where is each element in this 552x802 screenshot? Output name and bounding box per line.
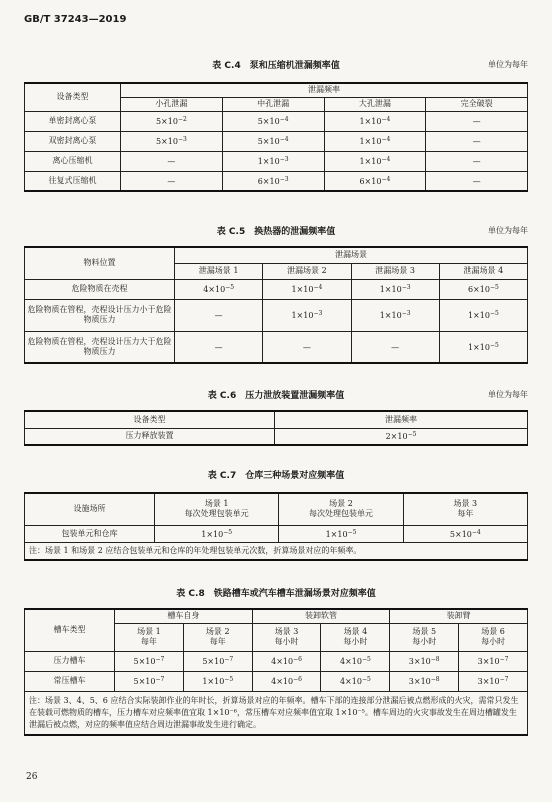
cell-value: $1\times 10^{-3}$ (351, 299, 439, 331)
cell-value: $5\times 10^{-7}$ (183, 651, 252, 671)
cell-value: $1\times 10^{-4}$ (324, 111, 426, 131)
cell-value: $1\times 10^{-5}$ (183, 671, 252, 691)
cell-value: $1\times 10^{-4}$ (324, 151, 426, 171)
table-c6 (24, 410, 528, 446)
table-c4-unit: 单位为每年 (488, 60, 528, 69)
table-row (25, 428, 528, 445)
table-row (25, 131, 528, 151)
cell-value: $1\times 10^{-4}$ (324, 131, 426, 151)
table-c5-col-header: 泄漏场景 3 (351, 263, 439, 279)
cell-value: $5\times 10^{-7}$ (115, 671, 184, 691)
cell-value: $1\times 10^{-3}$ (351, 279, 439, 299)
table-row (25, 331, 528, 363)
row-label: 压力释放装置 (25, 428, 275, 445)
table-c8-group-header: 装卸软管 (252, 609, 390, 623)
table-c4-caption (24, 58, 528, 72)
cell-value: $5\times 10^{-3}$ (121, 131, 223, 151)
table-c8-col-header: 场景 1 每年 (115, 623, 184, 651)
row-label: 双密封离心泵 (25, 131, 121, 151)
row-label: 包装单元和仓库 (25, 525, 155, 542)
table-c7-caption (24, 468, 528, 482)
cell-value: $4\times 10^{-5}$ (321, 671, 390, 691)
cell-value: — (263, 331, 351, 363)
table-c8-caption (24, 586, 528, 600)
cell-value: — (426, 111, 528, 131)
cell-value: — (121, 151, 223, 171)
table-row (25, 671, 528, 691)
table-c7-col-header: 场景 1 每次处理包装单元 (155, 493, 279, 525)
table-row (25, 299, 528, 331)
cell-value: $4\times 10^{-6}$ (252, 651, 321, 671)
row-label: 常压槽车 (25, 671, 115, 691)
cell-value: $4\times 10^{-5}$ (321, 651, 390, 671)
row-label: 压力槽车 (25, 651, 115, 671)
table-c4-col-header: 完全破裂 (426, 97, 528, 111)
page-number: 26 (26, 772, 38, 782)
table-row (25, 651, 528, 671)
table-c8-header-type: 槽车类型 (25, 609, 115, 651)
cell-value: $1\times 10^{-5}$ (439, 331, 527, 363)
cell-value: $3\times 10^{-7}$ (459, 651, 528, 671)
row-label: 危险物质在管程，壳程设计压力小于危险物质压力 (25, 299, 175, 331)
table-row (25, 525, 528, 542)
table-c8-group-header: 装卸臂 (390, 609, 528, 623)
row-label: 危险物质在管程，壳程设计压力大于危险物质压力 (25, 331, 175, 363)
row-label: 单密封离心泵 (25, 111, 121, 131)
table-c4 (24, 82, 528, 192)
table-c7-col-header: 场景 2 每次处理包装单元 (279, 493, 403, 525)
cell-value: $3\times 10^{-8}$ (390, 671, 459, 691)
table-c7-header-facility: 设施场所 (25, 493, 155, 525)
cell-value: $5\times 10^{-7}$ (115, 651, 184, 671)
table-c7-col-header: 场景 3 每年 (403, 493, 527, 525)
table-row (25, 151, 528, 171)
cell-value: $5\times 10^{-4}$ (222, 111, 324, 131)
cell-value: $4\times 10^{-6}$ (252, 671, 321, 691)
cell-value: — (175, 331, 263, 363)
cell-value: $1\times 10^{-3}$ (222, 151, 324, 171)
cell-value: $2\times 10^{-5}$ (275, 428, 528, 445)
table-c8-col-header: 场景 3 每小时 (252, 623, 321, 651)
table-c7-note: 注：场景 1 和场景 2 应结合包装单元和仓库的年处理包装单元次数，折算场景对应的年频率。 (25, 542, 528, 560)
table-c5-col-header: 泄漏场景 4 (439, 263, 527, 279)
table-c4-col-header: 大孔泄漏 (324, 97, 426, 111)
cell-value: — (175, 299, 263, 331)
table-c6-unit: 单位为每年 (488, 390, 528, 399)
cell-value: — (351, 331, 439, 363)
table-c8-col-header: 场景 5 每小时 (390, 623, 459, 651)
cell-value: $4\times 10^{-5}$ (175, 279, 263, 299)
table-c5-unit: 单位为每年 (488, 226, 528, 235)
cell-value: $5\times 10^{-4}$ (222, 131, 324, 151)
table-c5 (24, 246, 528, 364)
cell-value: $1\times 10^{-3}$ (263, 299, 351, 331)
table-c8-col-header: 场景 4 每小时 (321, 623, 390, 651)
cell-value: — (121, 171, 223, 191)
cell-value: $1\times 10^{-5}$ (155, 525, 279, 542)
table-c5-title: 表 C.5 换热器的泄漏频率值 (216, 227, 336, 237)
table-c8-group-header: 槽车自身 (115, 609, 253, 623)
table-c5-header-position: 物料位置 (25, 247, 175, 279)
row-label: 危险物质在壳程 (25, 279, 175, 299)
table-row (25, 111, 528, 131)
row-label: 往复式压缩机 (25, 171, 121, 191)
table-c4-title: 表 C.4 泵和压缩机泄漏频率值 (212, 61, 340, 71)
cell-value: — (426, 151, 528, 171)
table-c6-title: 表 C.6 压力泄放装置泄漏频率值 (207, 391, 345, 401)
table-c5-col-header: 泄漏场景 2 (263, 263, 351, 279)
table-c8 (24, 608, 528, 736)
table-c4-header-device: 设备类型 (25, 83, 121, 111)
table-c5-caption (24, 224, 528, 238)
cell-value: $6\times 10^{-3}$ (222, 171, 324, 191)
standard-number: GB/T 37243—2019 (24, 14, 127, 25)
table-c6-caption (24, 388, 528, 402)
cell-value: $6\times 10^{-4}$ (324, 171, 426, 191)
table-c4-header-leak: 泄漏频率 (121, 83, 528, 97)
table-c8-note: 注：场景 3、4、5、6 应结合实际装卸作业的年时长，折算场景对应的年频率。槽车下部的连接部分泄漏后被点燃形成的火灾，需常只发生在装载可燃物质的槽车，压力槽车对应频率值宜取 1×10⁻⁶，常压槽车对应频率值宜取 1×10⁻⁵。槽车周边的火灾事故发生在周边槽罐发生泄漏后被点燃，对应的频率值应结合周边泄漏事故发生进行确定。 (25, 691, 528, 735)
table-c6-header-device: 设备类型 (25, 411, 275, 428)
table-c7 (24, 492, 528, 561)
cell-value: — (426, 131, 528, 151)
cell-value: $5\times 10^{-2}$ (121, 111, 223, 131)
table-c7-title: 表 C.7 仓库三种场景对应频率值 (207, 471, 345, 481)
table-c8-col-header: 场景 2 每年 (183, 623, 252, 651)
cell-value: $3\times 10^{-7}$ (459, 671, 528, 691)
cell-value: $5\times 10^{-4}$ (403, 525, 527, 542)
cell-value: $1\times 10^{-5}$ (279, 525, 403, 542)
table-row (25, 279, 528, 299)
row-label: 离心压缩机 (25, 151, 121, 171)
table-c4-col-header: 小孔泄漏 (121, 97, 223, 111)
table-c6-header-freq: 泄漏频率 (275, 411, 528, 428)
table-c5-header-scenario: 泄漏场景 (175, 247, 528, 263)
cell-value: $1\times 10^{-4}$ (263, 279, 351, 299)
cell-value: $6\times 10^{-5}$ (439, 279, 527, 299)
table-c8-col-header: 场景 6 每小时 (459, 623, 528, 651)
cell-value: $3\times 10^{-8}$ (390, 651, 459, 671)
table-c8-title: 表 C.8 铁路槽车或汽车槽车泄漏场景对应频率值 (176, 589, 376, 599)
table-c4-col-header: 中孔泄漏 (222, 97, 324, 111)
cell-value: — (426, 171, 528, 191)
table-c5-col-header: 泄漏场景 1 (175, 263, 263, 279)
cell-value: $1\times 10^{-5}$ (439, 299, 527, 331)
table-row (25, 171, 528, 191)
